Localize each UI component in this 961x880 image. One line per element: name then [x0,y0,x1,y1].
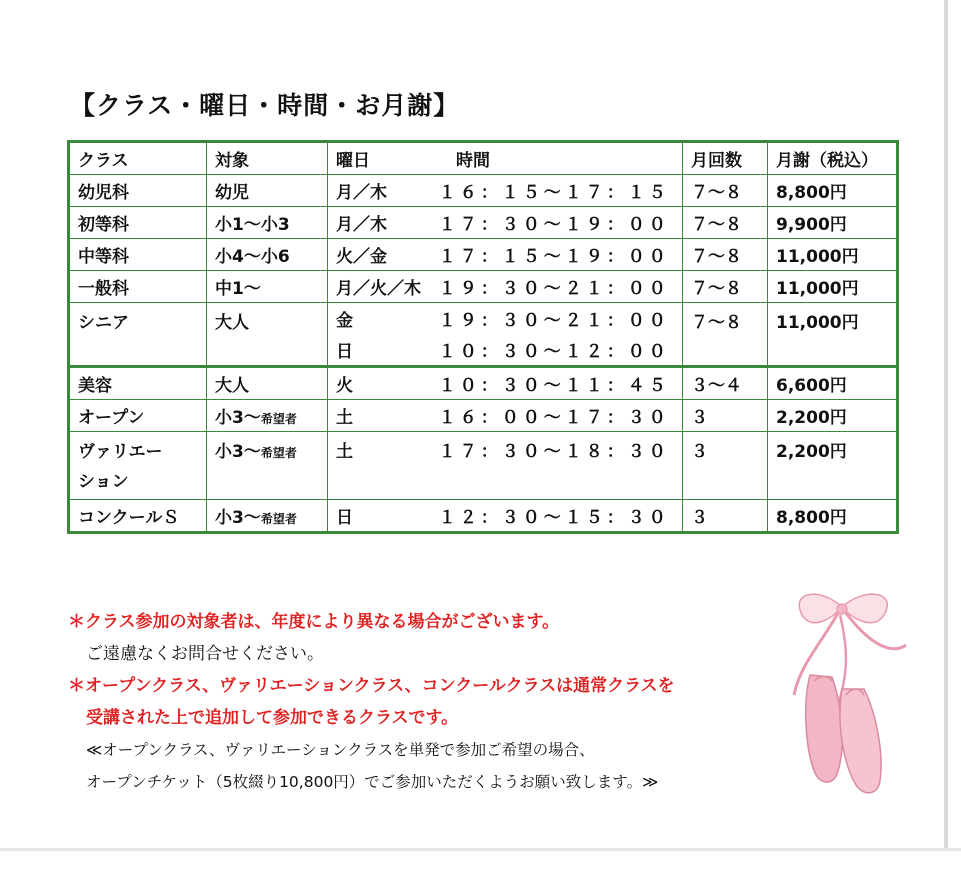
pointe-shoes-icon [780,585,920,800]
cell-target: 中1～ [207,271,328,303]
cell-target: 大人 [207,303,328,367]
cell-target [207,400,328,432]
cell-time: １７：１５～１９：００ [431,239,683,271]
table-header-row [69,142,898,175]
cell-target-main: 小3～ [215,442,261,462]
table-row [69,207,898,239]
cell-day: 月／木 [328,207,431,239]
cell-class: 幼児科 [69,175,207,207]
cell-day: 日 [328,500,431,533]
cell-class: オープン [69,400,207,432]
header-target: 対象 [207,142,328,175]
cell-day: 火／金 [328,239,431,271]
cell-time: １６：００～１７：３０ [431,400,683,432]
cell-class: 中等科 [69,239,207,271]
schedule-table [67,140,899,534]
note-line: ＊クラス参加の対象者は、年度により異なる場合がございます。 [68,612,560,632]
cell-day: 土 [328,400,431,432]
cell-class: 初等科 [69,207,207,239]
cell-day: 月／火／木 [328,271,431,303]
cell-class: コンクールＳ [69,500,207,533]
note-line: ＊オープンクラス、ヴァリエーションクラス、コンクールクラスは通常クラスを [68,676,675,696]
cell-target [207,432,328,500]
header-class: クラス [69,142,207,175]
cell-count: ３ [683,432,768,500]
table-row [69,432,898,500]
cell-time: １６：１５～１７：１５ [431,175,683,207]
cell-time: １９：３０～２１：００ [431,271,683,303]
table-row [69,303,898,335]
page-title: 【クラス・曜日・時間・お月謝】 [70,91,460,120]
frame-edge-bottom [0,848,961,851]
cell-target-small: 希望者 [260,446,297,460]
cell-fee: 6,600円 [768,367,898,400]
header-fee: 月謝（税込） [768,142,898,175]
cell-time: １７：３０～１９：００ [431,207,683,239]
cell-fee: 11,000円 [768,303,898,367]
cell-fee: 2,200円 [768,432,898,500]
cell-target-small: 希望者 [260,412,297,426]
cell-count: ７～８ [683,207,768,239]
cell-fee: 8,800円 [768,500,898,533]
cell-class: 一般科 [69,271,207,303]
table-row [69,500,898,533]
cell-target: 大人 [207,367,328,400]
cell-count: ３ [683,400,768,432]
note-line: ≪オープンクラス、ヴァリエーションクラスを単発で参加ご希望の場合、 [86,741,595,759]
cell-count: ７～８ [683,239,768,271]
cell-target-main: 小3～ [215,508,261,528]
cell-day: 金 [328,303,431,335]
cell-time: １９：３０～２１：００ [431,303,683,335]
header-count: 月回数 [683,142,768,175]
cell-day: 土 [328,432,431,500]
table-row [69,239,898,271]
notes [68,606,675,798]
header-time: 時間 [456,151,490,171]
cell-day: 火 [328,367,431,400]
cell-count: ３ [683,500,768,533]
cell-fee: 2,200円 [768,400,898,432]
cell-target: 小1～小3 [207,207,328,239]
cell-class-line1: ヴァリエー [78,442,163,462]
cell-time: １０：３０～１１：４５ [431,367,683,400]
cell-fee: 8,800円 [768,175,898,207]
cell-fee: 11,000円 [768,271,898,303]
header-day: 曜日 [336,151,370,171]
cell-target-main: 小3～ [215,408,261,428]
cell-fee: 9,900円 [768,207,898,239]
cell-count: ７～８ [683,175,768,207]
cell-time: １０：３０～１２：００ [431,334,683,367]
cell-target-small: 希望者 [260,512,297,526]
cell-count: ３～４ [683,367,768,400]
cell-count: ７～８ [683,271,768,303]
cell-day: 月／木 [328,175,431,207]
table-row [69,367,898,400]
header-day-time [328,142,683,175]
cell-target: 小4～小6 [207,239,328,271]
cell-target [207,500,328,533]
cell-time: １２：３０～１５：３０ [431,500,683,533]
note-line: 受講された上で追加して参加できるクラスです。 [86,708,459,728]
cell-class-line2: ション [78,472,129,492]
frame-edge [944,0,948,850]
cell-fee: 11,000円 [768,239,898,271]
cell-class: シニア [69,303,207,367]
cell-count: ７～８ [683,303,768,367]
note-line: オープンチケット（5枚綴り10,800円）でご参加いただくようお願い致します。≫ [86,773,659,791]
note-line: ご遠慮なくお問合せください。 [86,644,324,664]
cell-time: １７：３０～１８：３０ [431,432,683,500]
table-row [69,271,898,303]
cell-class [69,432,207,500]
table-row [69,175,898,207]
table-row [69,400,898,432]
cell-class: 美容 [69,367,207,400]
cell-target: 幼児 [207,175,328,207]
cell-day: 日 [328,334,431,367]
